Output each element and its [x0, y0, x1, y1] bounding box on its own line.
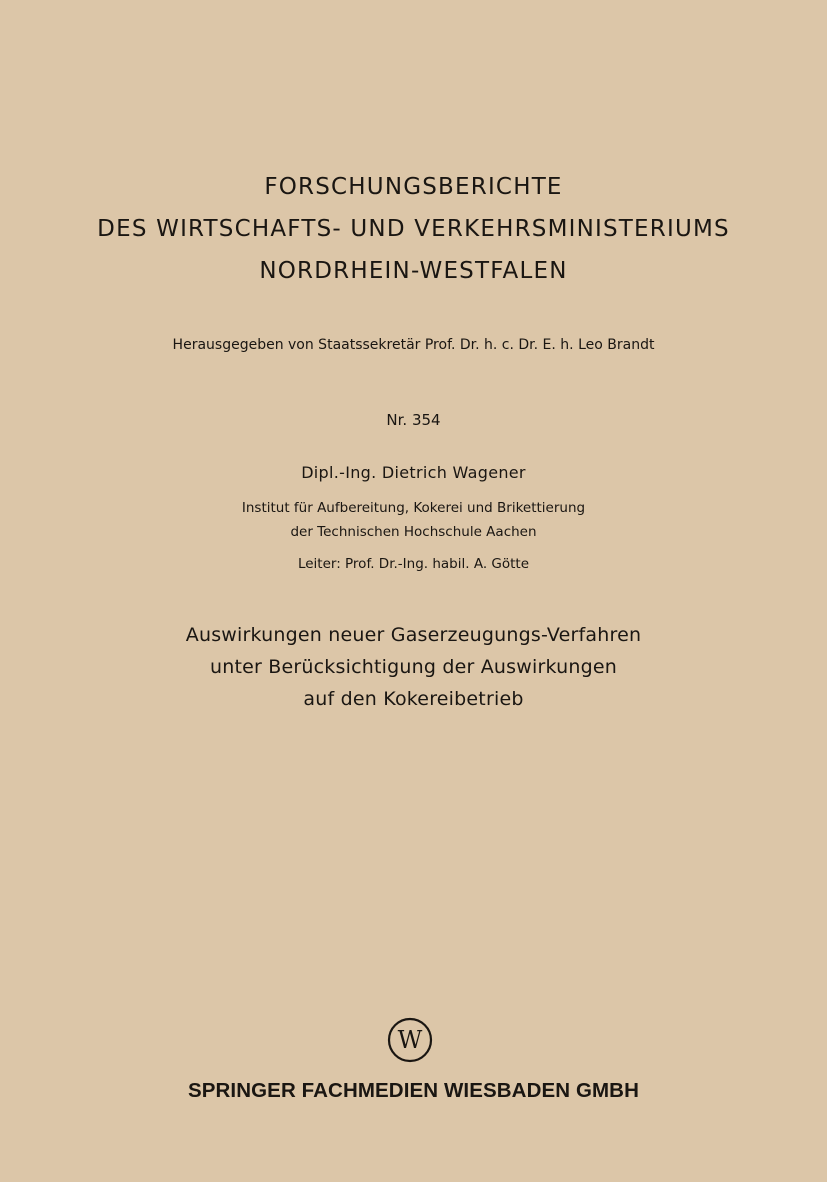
book-title-line-2: unter Berücksichtigung der Auswirkungen: [209, 656, 617, 678]
author-name: Dipl.-Ing. Dietrich Wagener: [301, 463, 526, 482]
report-number: Nr. 354: [386, 411, 441, 429]
book-title-line-3: auf den Kokereibetrieb: [303, 688, 524, 710]
book-title-line-1: Auswirkungen neuer Gaserzeugungs-Verfahren: [185, 624, 642, 646]
series-title-line-3: NORDRHEIN-WESTFALEN: [259, 258, 568, 284]
institute-line-2: der Technischen Hochschule Aachen: [290, 524, 537, 540]
institute-leader: Leiter: Prof. Dr.-Ing. habil. A. Götte: [297, 556, 530, 572]
editor-line: Herausgegeben von Staatssekretär Prof. Dr. h. c. Dr. E. h. Leo Brandt: [172, 337, 655, 353]
publisher-logo-icon: [386, 1016, 434, 1064]
series-title-line-2: DES WIRTSCHAFTS- UND VERKEHRSMINISTERIUMS: [97, 216, 730, 242]
publisher-name: SPRINGER FACHMEDIEN WIESBADEN GMBH: [187, 1079, 639, 1102]
logo-letter: W: [397, 1026, 423, 1054]
series-title-line-1: FORSCHUNGSBERICHTE: [264, 174, 563, 200]
institute-line-1: Institut für Aufbereitung, Kokerei und Brikettierung: [241, 500, 586, 516]
